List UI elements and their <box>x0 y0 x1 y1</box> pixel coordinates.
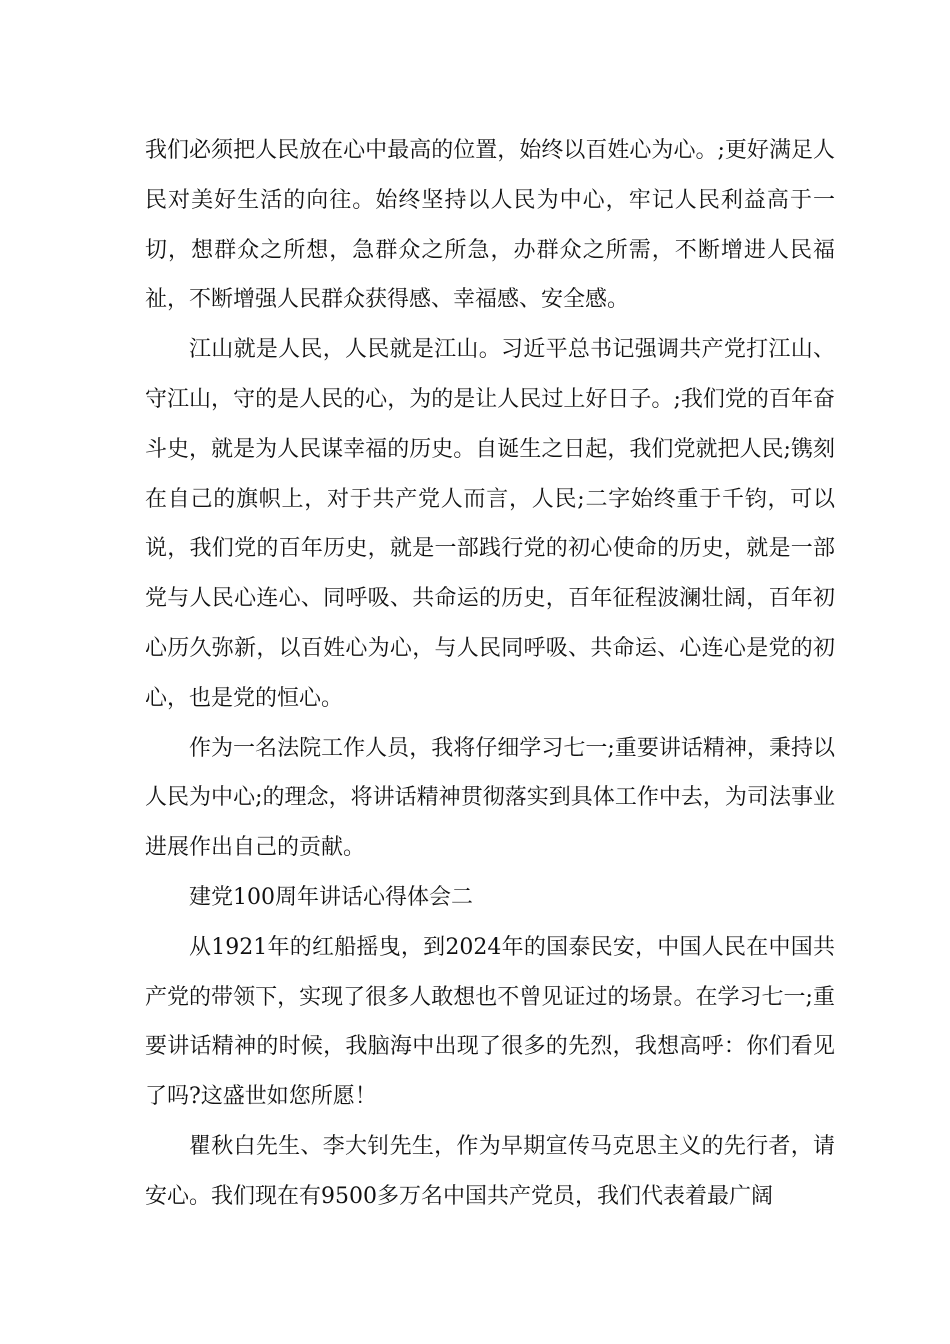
paragraph-1: 我们必须把人民放在心中最高的位置，始终以百姓心为心。;更好满足人民对美好生活的向往。始终坚持以人民为中心，牢记人民利益高于一切，想群众之所想，急群众之所急，办群众之所需，不断增进人民福祉，不断增强人民群众获得感、幸福感、安全感。 <box>145 138 835 313</box>
paragraph-4: 从1921年的红船摇曳，到2024年的国泰民安，中国人民在中国共产党的带领下，实现了很多人敢想也不曾见证过的场景。在学习七一;重要讲话精神的时候，我脑海中出现了很多的先烈，我想高呼：你们看见了吗?这盛世如您所愿！ <box>145 934 835 1110</box>
paragraph-2: 江山就是人民，人民就是江山。习近平总书记强调共产党打江山、守江山，守的是人民的心，为的是让人民过上好日子。;我们党的百年奋斗史，就是为人民谋幸福的历史。自诞生之日起，我们党就把人民;镌刻在自己的旗帜上，对于共产党人而言，人民;二字始终重于千钧，可以说，我们党的百年历史，就是一部践行党的初心使命的历史，就是一部党与人民心连心、同呼吸、共命运的历史，百年征程波澜壮阔，百年初心历久弥新，以百姓心为心，与人民同呼吸、共命运、心连心是党的初心，也是党的恒心。 <box>145 337 835 711</box>
document-page <box>145 126 835 1222</box>
section-heading: 建党100周年讲话心得体会二 <box>189 884 473 910</box>
paragraph-3: 作为一名法院工作人员，我将仔细学习七一;重要讲话精神，秉持以人民为中心;的理念，将讲话精神贯彻落实到具体工作中去，为司法事业进展作出自己的贡献。 <box>145 735 835 861</box>
paragraph-5: 瞿秋白先生、李大钊先生，作为早期宣传马克思主义的先行者，请安心。我们现在有9500多万名中国共产党员，我们代表着最广阔 <box>145 1133 835 1209</box>
